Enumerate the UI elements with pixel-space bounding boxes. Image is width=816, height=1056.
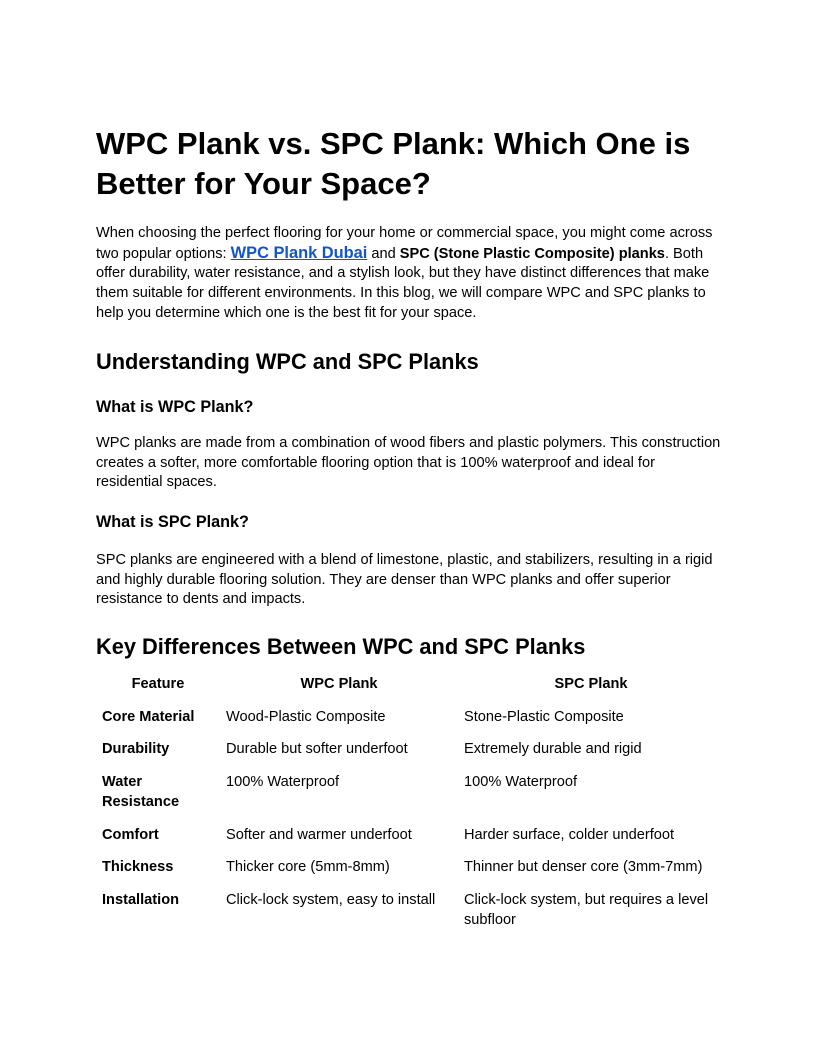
table-row	[96, 888, 724, 940]
feature-cell: Installation	[102, 891, 180, 908]
intro-paragraph	[96, 224, 724, 324]
table-header-row	[96, 672, 724, 705]
spc-cell: Thinner but denser core (3mm-7mm)	[464, 859, 703, 876]
spc-heading: What is SPC Plank?	[96, 513, 249, 531]
table-row	[96, 770, 724, 822]
wpc-cell: 100% Waterproof	[226, 774, 340, 791]
comparison-table	[96, 672, 724, 940]
table-row	[96, 705, 724, 738]
table-row	[96, 823, 724, 856]
table-header-cell: WPC Plank	[300, 676, 378, 692]
wpc-paragraph: WPC planks are made from a combination of wood fibers and plastic polymers. This construction creates a softer, more comfortable flooring option that is 100% waterproof and ideal for residential spaces.	[96, 435, 721, 491]
spc-cell: 100% Waterproof	[464, 774, 578, 791]
understanding-heading: Understanding WPC and SPC Planks	[96, 349, 479, 374]
wpc-cell: Softer and warmer underfoot	[226, 826, 412, 843]
intro-text-start: When choosing the perfect flooring for your home or commercial space, you might come across two popular options:	[96, 225, 713, 262]
spc-cell: Extremely durable and rigid	[464, 741, 642, 758]
feature-cell: Comfort	[102, 826, 159, 843]
wpc-cell: Durable but softer underfoot	[226, 741, 408, 758]
feature-cell: Core Material	[102, 708, 195, 725]
wpc-plank-dubai-link[interactable]: WPC Plank Dubai	[230, 243, 368, 262]
wpc-cell: Click-lock system, easy to install	[226, 891, 436, 908]
spc-cell: Stone-Plastic Composite	[464, 708, 624, 725]
intro-bold-text: SPC (Stone Plastic Composite) planks	[399, 245, 665, 262]
intro-text-end: . Both offer durability, water resistance, and a stylish look, but they have distinct differences that make them suitable for different environments. In this blog, we will compare WPC and SPC planks to help you determine which one is the best fit for your space.	[96, 245, 710, 321]
key-differences-heading: Key Differences Between WPC and SPC Planks	[96, 634, 586, 659]
feature-cell: Thickness	[102, 859, 174, 876]
wpc-cell: Thicker core (5mm-8mm)	[226, 859, 390, 876]
page-title: WPC Plank vs. SPC Plank: Which One is Better for Your Space?	[96, 126, 691, 201]
table-header-cell: SPC Plank	[554, 676, 628, 692]
table-header-cell: Feature	[131, 676, 185, 692]
wpc-heading: What is WPC Plank?	[96, 398, 254, 416]
feature-cell: Water Resistance	[102, 774, 180, 810]
spc-cell: Click-lock system, but requires a level subfloor	[464, 891, 709, 928]
table-row	[96, 855, 724, 888]
spc-paragraph: SPC planks are engineered with a blend of limestone, plastic, and stabilizers, resulting in a rigid and highly durable flooring solution. They are denser than WPC planks and offer superior resistance to dents and impacts.	[96, 552, 713, 608]
feature-cell: Durability	[102, 741, 170, 758]
intro-text-between: and	[367, 245, 400, 262]
table-row	[96, 737, 724, 770]
wpc-cell: Wood-Plastic Composite	[226, 708, 386, 725]
spc-cell: Harder surface, colder underfoot	[464, 826, 675, 843]
